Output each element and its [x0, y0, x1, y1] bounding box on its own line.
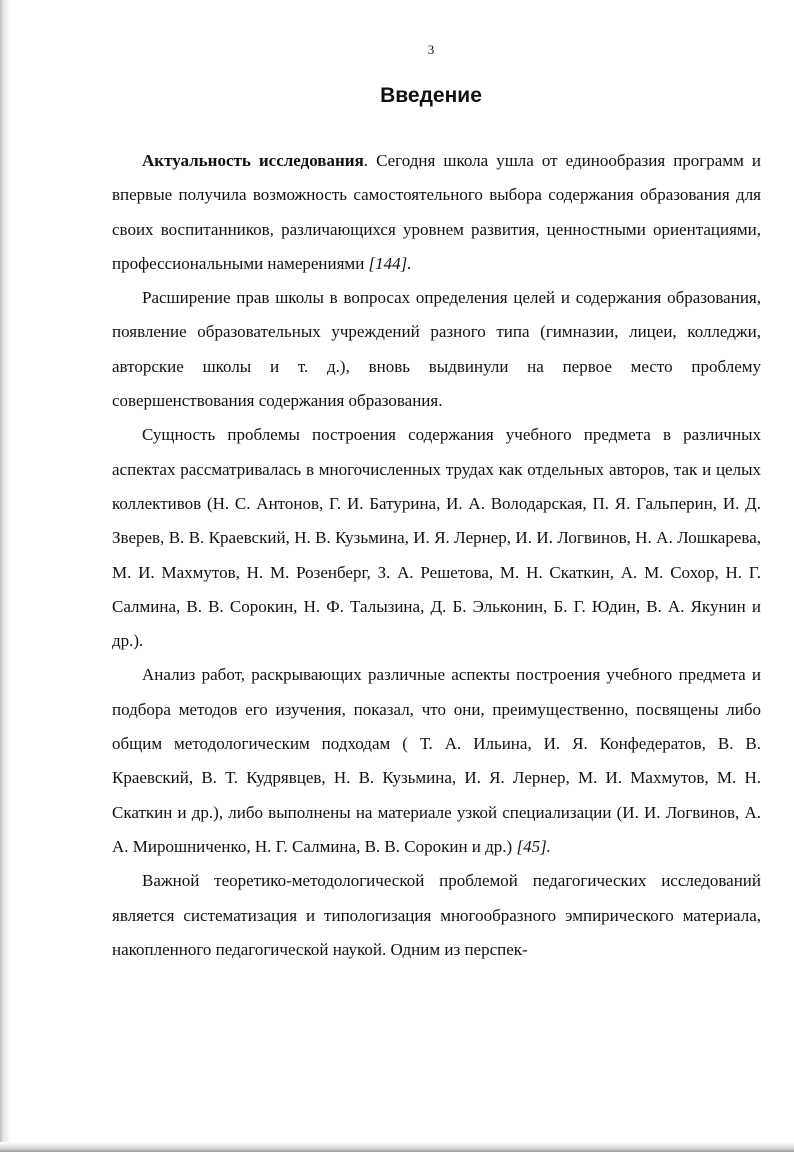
scan-shadow-left: [0, 0, 14, 1152]
paragraph-relevance: [112, 144, 761, 281]
paragraph: [112, 864, 761, 967]
paragraph: [112, 418, 761, 658]
paragraph-text: . Сегодня школа ушла от единообразия программ и впервые получила возможность самостоятельного выбора содержания образования для своих воспитанников, различающихся уровнем развития, ценностными ориентациями, профессиональными намерениями: [112, 151, 761, 273]
body-text: [112, 144, 761, 967]
paragraph-text: Важной теоретико-методологической проблемой педагогических исследований является систематизация и типологизация многообразного эмпирического материала, накопленного педагогической наукой. Одним из перспек-: [112, 871, 761, 959]
paragraph: [112, 658, 761, 864]
paragraph-text: Расширение прав школы в вопросах определения целей и содержания образования, появление образовательных учреждений разного типа (гимназии, лицеи, колледжи, авторские школы и т. д.), вновь выдвинули на первое место проблему совершенствования содержания образования.: [112, 288, 761, 411]
scan-shadow-bottom: [0, 1142, 794, 1152]
page-title: Введение: [380, 84, 482, 107]
citation-reference: [144].: [368, 253, 412, 273]
paragraph-text: Сущность проблемы построения содержания учебного предмета в различных аспектах рассматривалась в многочисленных трудах как отдельных авторов, так и целых коллективов (Н. С. Антонов, Г. И. Батурина, И. А. Володарская, П. Я. Гальперин, И. Д. Зверев, В. В. Краевский, Н. В. Кузьмина, И. Я. Лернер, И. И. Логвинов, Н. А. Лошкарева, М. И. Махмутов, Н. М. Розенберг, З. А. Решетова, М. Н. Скаткин, А. М. Сохор, Н. Г. Салмина, В. В. Сорокин, Н. Ф. Талызина, Д. Б. Эльконин, Б. Г. Юдин, В. А. Якунин и др.).: [112, 425, 761, 651]
paragraph-lead-heading: Актуальность исследования: [142, 151, 364, 170]
paragraph: [112, 281, 761, 418]
citation-reference: [45].: [516, 836, 551, 856]
page-number: 3: [427, 42, 435, 57]
paragraph-text: Анализ работ, раскрывающих различные аспекты построения учебного предмета и подбора методов его изучения, показал, что они, преимущественно, посвящены либо общим методологическим подходам ( Т. А. Ильина, И. Я. Конфедератов, В. В. Краевский, В. Т. Кудрявцев, Н. В. Кузьмина, И. Я. Лернер, М. И. Махмутов, М. Н. Скаткин и др.), либо выполнены на материале узкой специализации (И. И. Логвинов, А. А. Мирошниченко, Н. Г. Салмина, В. В. Сорокин и др.): [112, 665, 761, 856]
